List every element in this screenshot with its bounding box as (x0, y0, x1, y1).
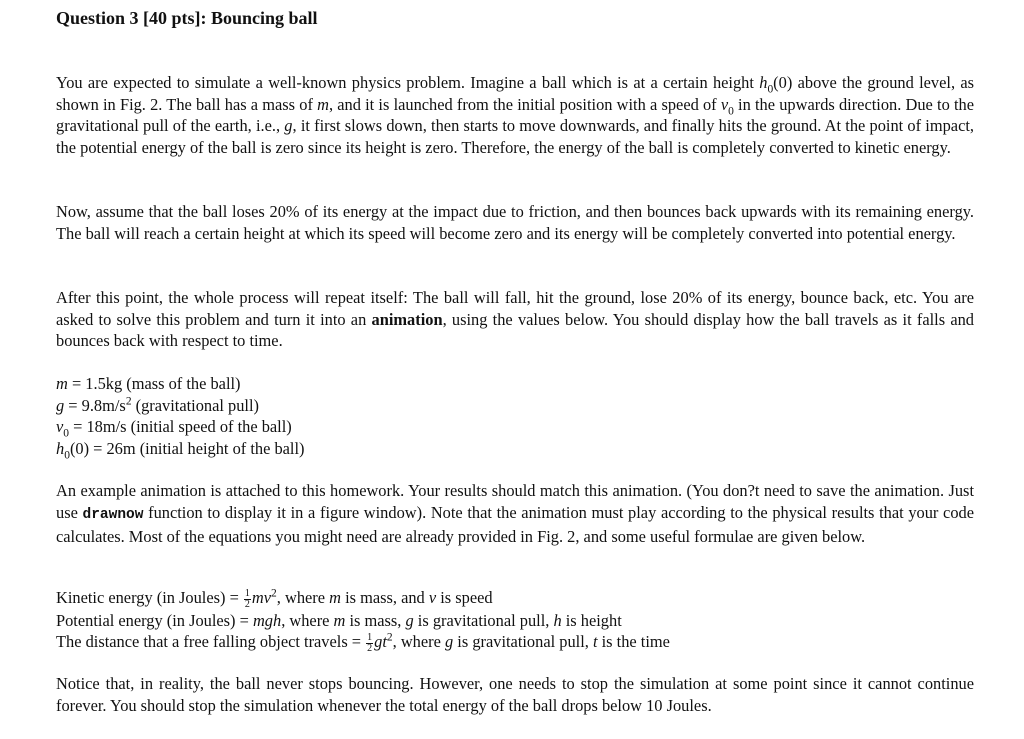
question-title: Question 3 [40 pts]: Bouncing ball (56, 8, 318, 28)
value-mass: m = 1.5kg (mass of the ball) (56, 374, 241, 393)
paragraph-energy-loss: Now, assume that the ball loses 20% of its energy at the impact due to friction, and then bounces back upwards with its remaining energy. The ball will reach a certain height at which its speed will become zero and its energy will be completely converted into potential energy. (56, 202, 974, 243)
paragraph-stop-condition: Notice that, in reality, the ball never stops bouncing. However, one needs to stop the simulation at some point since it cannot continue forever. You should stop the simulation whenever the total energy of the ball drops below 10 Joules. (56, 674, 974, 715)
code-drawnow: drawnow (82, 506, 144, 523)
value-gravity: $g = 9.8m/s^2$ (gravitational pull) (56, 395, 259, 415)
paragraph-intro: You are expected to simulate a well-known physics problem. Imagine a ball which is at a certain height $h_0(0)$ above the ground level, as shown in Fig. 2. The ball has a mass of m, and it is launched from the initial position with a speed of $v_0$ in the upwards direction. Due to the gravitational pull of the earth, i.e., g, it first slows down, then starts to move downwards, and finally hits the ground. At the point of impact, the potential energy of the ball is zero since its height is zero. Therefore, the energy of the ball is completely converted to kinetic energy. (56, 73, 975, 157)
fraction-one-half: $\frac{1}{2}$ (367, 631, 373, 654)
formulae (56, 587, 974, 654)
paragraph-example-animation: An example animation is attached to this homework. Your results should match this animation. (You don?t need to save the animation. Just use drawnow function to display it in a figure window). Note that the animation must play according to the physical results that your code calculates. Most of the equations you might need are already provided in Fig. 2, and some useful formulae are given below. (56, 481, 975, 546)
fraction-one-half: $\frac{1}{2}$ (244, 587, 250, 610)
value-initial-height: $h_0(0) = 26m$ (initial height of the ball) (56, 438, 305, 461)
given-values (56, 373, 974, 459)
formula-kinetic-energy: Kinetic energy (in Joules) = $\frac{1}{2}$ $mv^2$, where m is mass, and v is speed (56, 587, 493, 610)
paragraph-animation-task: After this point, the whole process will repeat itself: The ball will fall, hit the ground, lose 20% of its energy, bounce back, etc. You are asked to solve this problem and turn it into an animation, using the values below. You should display how the ball travels as it falls and bounces back with respect to time. (56, 288, 974, 350)
formula-free-fall-distance: The distance that a free falling object travels = $\frac{1}{2}$ $gt^2$, where g is gravitational pull, t is the time (56, 631, 670, 654)
value-initial-speed: $v_0 = 18m/s$ (initial speed of the ball) (56, 417, 292, 440)
formula-potential-energy: Potential energy (in Joules) = mgh, where m is mass, g is gravitational pull, h is height (56, 610, 622, 630)
